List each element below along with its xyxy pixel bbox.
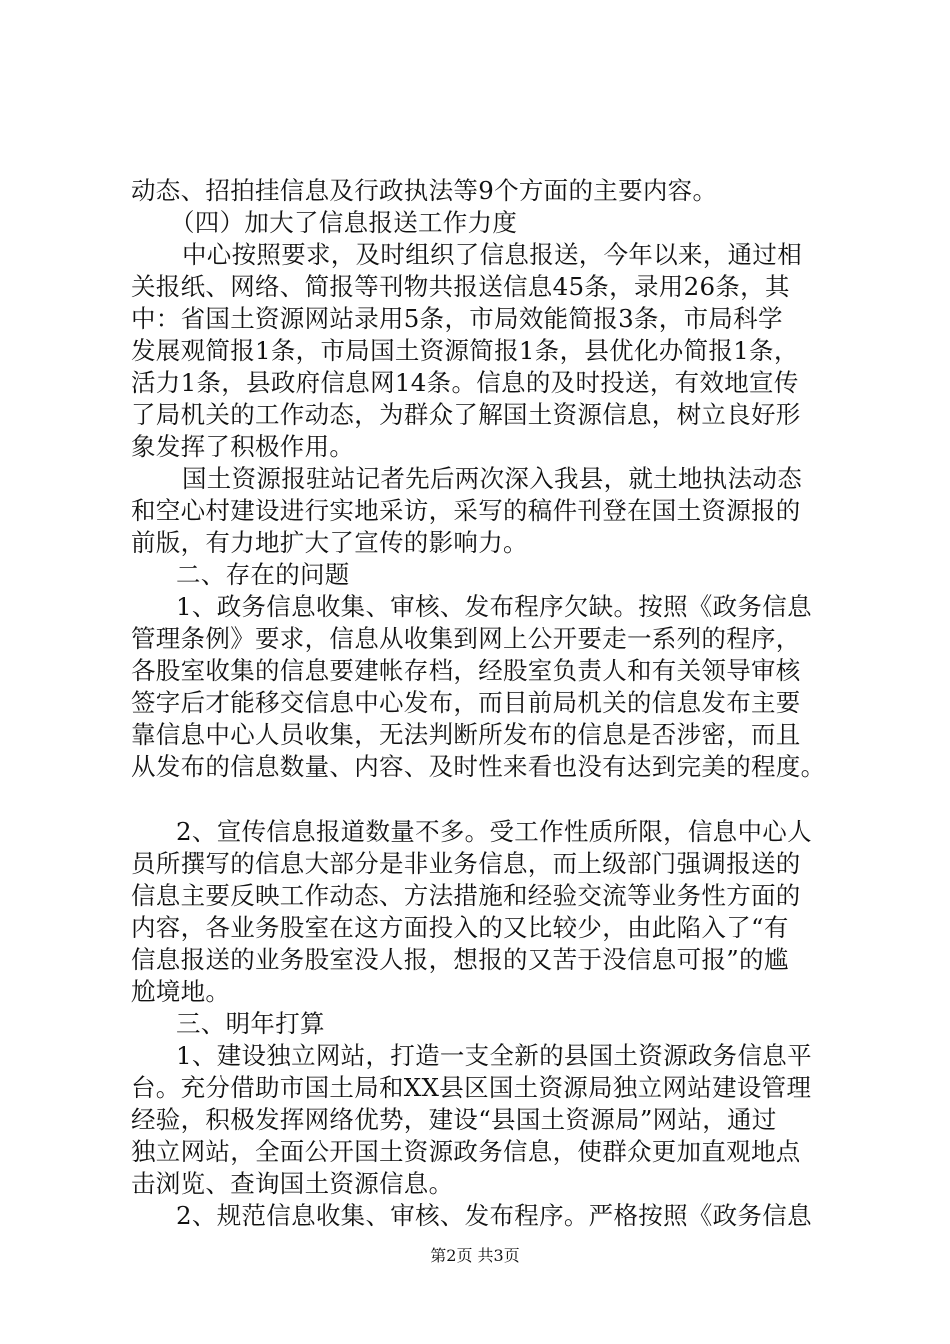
text-line: 1、建设独立网站，打造一支全新的县国土资源政务信息平: [176, 1041, 812, 1070]
text-line: 活力1条，县政府信息网14条。信息的及时投送，有效地宣传: [131, 368, 799, 397]
text-line: 和空心村建设进行实地采访，采写的稿件刊登在国土资源报的: [131, 496, 801, 525]
page-footer: 第2页 共3页: [430, 1246, 520, 1265]
section-heading: （四）加大了信息报送工作力度: [170, 208, 518, 237]
text-line: 1、政务信息收集、审核、发布程序欠缺。按照《政务信息: [176, 592, 812, 621]
text-line: 尬境地。: [131, 977, 231, 1006]
text-line: 签字后才能移交信息中心发布，而目前局机关的信息发布主要: [131, 688, 801, 717]
text-line: 中心按照要求，及时组织了信息报送，今年以来，通过相: [182, 240, 802, 269]
text-line: 击浏览、查询国土资源信息。: [131, 1169, 454, 1198]
text-line: 各股室收集的信息要建帐存档，经股室负责人和有关领导审核: [131, 656, 801, 685]
text-line: 内容，各业务股室在这方面投入的又比较少，由此陷入了“有: [131, 913, 789, 942]
section-heading: 二、存在的问题: [176, 560, 350, 589]
text-line: 关报纸、网络、简报等刊物共报送信息45条，录用26条，其: [131, 272, 790, 301]
text-line: 信息报送的业务股室没人报，想报的又苦于没信息可报”的尴: [131, 945, 789, 974]
text-line: 动态、招拍挂信息及行政执法等9个方面的主要内容。: [131, 176, 718, 205]
text-line: 独立网站，全面公开国土资源政务信息，使群众更加直观地点: [131, 1137, 801, 1166]
text-line: 2、规范信息收集、审核、发布程序。严格按照《政务信息: [176, 1201, 812, 1230]
text-line: 国土资源报驻站记者先后两次深入我县，就土地执法动态: [182, 464, 802, 493]
text-line: 从发布的信息数量、内容、及时性来看也没有达到完美的程度。: [131, 752, 826, 781]
text-line: 员所撰写的信息大部分是非业务信息，而上级部门强调报送的: [131, 849, 801, 878]
text-line: 发展观简报1条，市局国土资源简报1条，县优化办简报1条，: [131, 336, 799, 365]
section-heading: 三、明年打算: [176, 1009, 325, 1038]
text-line: 前版，有力地扩大了宣传的影响力。: [131, 528, 528, 557]
text-line: 经验，积极发挥网络优势，建设“县国土资源局”网站，通过: [131, 1105, 777, 1134]
text-line: 中：省国土资源网站录用5条，市局效能简报3条，市局科学: [131, 304, 783, 333]
text-line: 了局机关的工作动态，为群众了解国土资源信息，树立良好形: [131, 400, 801, 429]
text-line: 2、宣传信息报道数量不多。受工作性质所限，信息中心人: [176, 817, 812, 846]
text-line: 信息主要反映工作动态、方法措施和经验交流等业务性方面的: [131, 881, 801, 910]
text-line: 象发挥了积极作用。: [131, 432, 355, 461]
text-line: 靠信息中心人员收集，无法判断所发布的信息是否涉密，而且: [131, 720, 801, 749]
text-line: 台。充分借助市国土局和XX县区国土资源局独立网站建设管理: [131, 1073, 812, 1102]
text-line: 管理条例》要求，信息从收集到网上公开要走一系列的程序，: [131, 624, 801, 653]
